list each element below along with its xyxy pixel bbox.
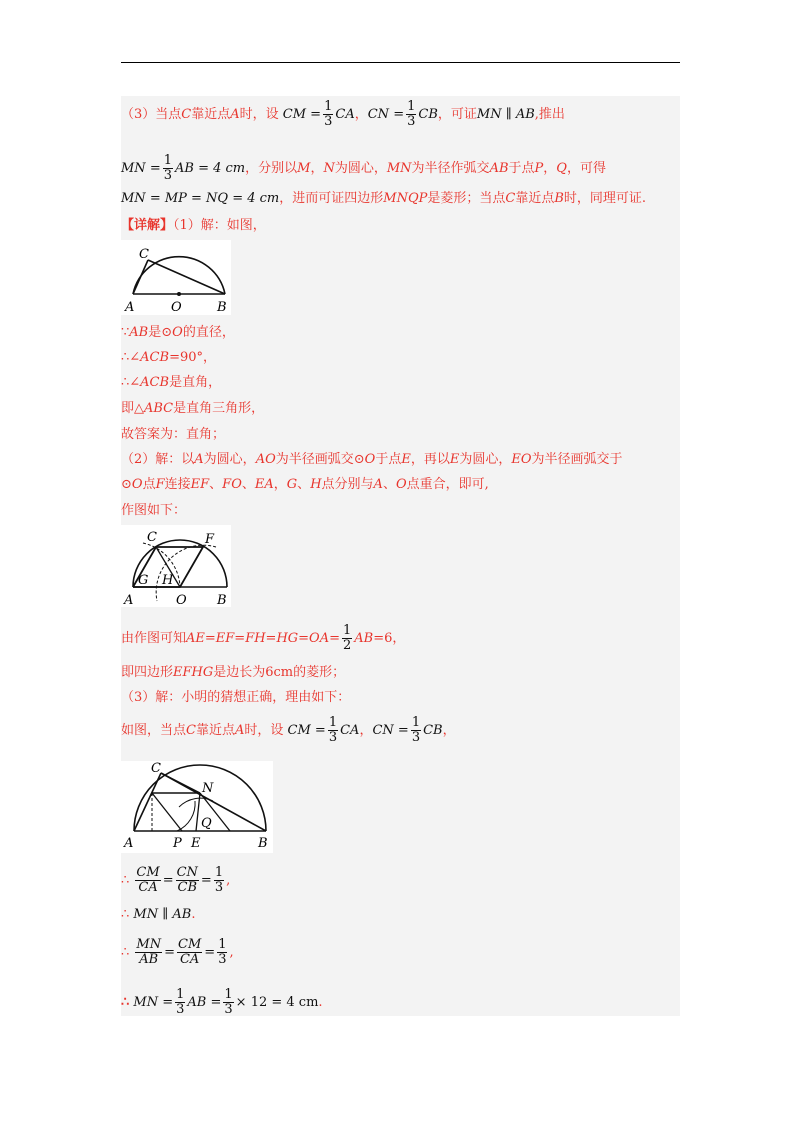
denominator: 3 [176, 1002, 185, 1017]
var: O [131, 477, 143, 492]
denominator: 3 [407, 114, 416, 129]
text: 作图如下： [121, 503, 187, 518]
denominator: 3 [224, 1002, 233, 1017]
math: CB [418, 107, 438, 122]
text: 时，设 [244, 723, 284, 738]
text: ∴ [121, 945, 130, 960]
text: 是边长为6cm的菱形； [213, 665, 346, 680]
text: 即△ [121, 401, 144, 416]
text: , [226, 873, 231, 888]
fraction [411, 716, 421, 745]
denominator: AB [139, 952, 159, 967]
text: ∴∠ [121, 350, 141, 365]
text: （2）解：以 [121, 452, 195, 467]
var: M [297, 161, 311, 176]
text: 靠近点 [515, 191, 555, 206]
text: =90°， [169, 350, 216, 365]
var: E [449, 452, 460, 467]
text: ， [354, 107, 368, 122]
label-n: N [202, 781, 214, 796]
var: G [286, 477, 298, 492]
text: ，分别以 [245, 161, 298, 176]
text: ，再以 [410, 452, 450, 467]
text: ， [273, 477, 287, 492]
label-h: H [162, 573, 174, 588]
text: 、 [241, 477, 255, 492]
denominator: 3 [214, 880, 224, 895]
math: CM = [282, 107, 322, 122]
var: H [310, 477, 322, 492]
label-e: E [191, 836, 201, 851]
text: ，进而可证四边形 [279, 191, 384, 206]
fraction [328, 716, 338, 745]
text: ∴ [121, 873, 130, 888]
text: ∴ [121, 907, 130, 922]
text: ,推出 [534, 107, 565, 122]
var: MNQP [383, 191, 428, 206]
numerator: 1 [224, 987, 233, 1002]
text: 为半径画弧交于 [531, 452, 623, 467]
text: ∴ [121, 995, 130, 1010]
var: EF [190, 477, 210, 492]
text: 是直角三角形， [173, 401, 265, 416]
text: 为半径作弧交 [411, 161, 490, 176]
line-ab-diameter [121, 324, 235, 342]
line-part2-connect [121, 476, 489, 494]
label-a: A [124, 836, 134, 851]
fraction [177, 938, 202, 967]
var: A [234, 723, 245, 738]
text: 连接 [164, 477, 191, 492]
math: MN ∥ AB [476, 107, 535, 122]
var: A [194, 452, 204, 467]
text: ， [442, 723, 456, 738]
center-point [177, 292, 181, 296]
text: 为圆心， [334, 161, 387, 176]
text: 于点 [508, 161, 535, 176]
denominator: 3 [218, 952, 227, 967]
text: 是直角， [169, 375, 222, 390]
line-part3-answer [121, 689, 350, 707]
math: MN = MP = NQ = 4 cm [121, 191, 280, 206]
var: AB [489, 161, 509, 176]
label-a: A [125, 300, 135, 315]
math: CA [340, 723, 360, 738]
denominator: CA [179, 952, 200, 967]
line-mn-result [121, 988, 323, 1017]
text: 是⊙ [148, 325, 173, 340]
denominator: 3 [411, 730, 421, 745]
line-mn-parallel [121, 906, 195, 924]
numerator: CN [176, 865, 198, 880]
text: ，可得 [566, 161, 606, 176]
text: 故答案为：直角； [121, 427, 226, 442]
text: ∵ [121, 325, 130, 340]
line-rhombus-efhg [121, 664, 345, 682]
fraction [175, 988, 185, 1017]
var: C [505, 191, 516, 206]
label-b: B [217, 593, 227, 607]
line-right-triangle [121, 400, 264, 418]
math: CN = [367, 107, 405, 122]
line-part2-steps [121, 451, 623, 469]
text: 为圆心， [203, 452, 256, 467]
line-construction-result [121, 624, 405, 653]
text: 点分别与 [321, 477, 374, 492]
math: AB = 4 cm [175, 161, 246, 176]
detail-tag: 【详解】 [121, 218, 174, 233]
var: C [181, 107, 192, 122]
text: ，可证 [437, 107, 477, 122]
math: CB [423, 723, 443, 738]
text: 于点 [375, 452, 402, 467]
fraction [214, 866, 224, 895]
var: EFHG [173, 665, 214, 680]
label-c: C [147, 530, 157, 545]
var: Q [556, 161, 567, 176]
line-ratio-mn-ab: ∴ $\frac{MN}{AB}$ = $\frac{CM}{CA}$ = $\frac{1}{3}$ , [121, 937, 234, 967]
var: A [230, 107, 240, 122]
numerator: 1 [218, 937, 227, 952]
var: AE=EF=FH=HG=OA= [186, 631, 340, 646]
text: 时，设 [239, 107, 279, 122]
text: ∴∠ [121, 375, 141, 390]
text: 、 [209, 477, 223, 492]
math: MN = [121, 161, 161, 176]
fraction [223, 988, 233, 1017]
line-answer-1 [121, 426, 225, 444]
var: ABC [144, 401, 174, 416]
math: MN ∥ AB [133, 907, 192, 922]
var: FO [222, 477, 242, 492]
label-o: O [176, 593, 187, 607]
math: CN = [372, 723, 409, 738]
text: 由作图可知 [121, 631, 187, 646]
text: 、 [382, 477, 396, 492]
label-c: C [151, 761, 161, 776]
figure-rhombus-construction [121, 525, 231, 607]
text: 点重合，即可, [406, 477, 489, 492]
text: 即四边形 [121, 665, 174, 680]
var: EO [511, 452, 532, 467]
text: ， [543, 161, 557, 176]
var: EA [254, 477, 274, 492]
line-ratio-equality: ∴ $\frac{CM}{CA}$ = $\frac{CN}{CB}$ = $\frac{1}{3}$ , [121, 865, 231, 895]
text: （3）解：小明的猜想正确，理由如下： [121, 690, 351, 705]
line-part3-setup [121, 716, 456, 745]
var: AB [354, 631, 374, 646]
var: O [364, 452, 376, 467]
numerator: 1 [343, 623, 352, 638]
fraction [163, 154, 173, 183]
fraction [135, 938, 162, 967]
text: 为圆心， [459, 452, 512, 467]
text: 点 [142, 477, 156, 492]
text: . [191, 907, 196, 922]
text: 、 [297, 477, 311, 492]
numerator: CM [178, 937, 202, 952]
var: O [395, 477, 407, 492]
text: . [318, 995, 323, 1010]
line-right-angle [121, 374, 221, 392]
text: =6， [373, 631, 406, 646]
text: 靠近点 [191, 107, 231, 122]
line-part3-hint [121, 100, 565, 129]
header-rule [121, 62, 680, 63]
var: A [373, 477, 383, 492]
line-detail-heading [121, 217, 266, 235]
var: ACB [140, 375, 170, 390]
var: E [401, 452, 411, 467]
var: MN [386, 161, 412, 176]
line-angle-90 [121, 349, 216, 367]
label-f: F [205, 532, 215, 547]
text: ⊙ [121, 477, 132, 492]
text: （1）解：如图， [173, 218, 266, 233]
text: , [229, 945, 234, 960]
numerator: MN [136, 937, 162, 952]
text: 时，同理可证. [563, 191, 647, 206]
math: CA [335, 107, 355, 122]
text: 如图，当点 [121, 723, 187, 738]
text: 是菱形；当点 [427, 191, 506, 206]
var: AO [255, 452, 276, 467]
var: N [323, 161, 335, 176]
fraction [135, 866, 160, 895]
denominator: CA [138, 880, 158, 895]
text: （3）当点 [121, 107, 182, 122]
var: F [155, 477, 165, 492]
label-o: O [171, 300, 182, 315]
var: O [172, 325, 183, 340]
numerator: 1 [214, 865, 224, 880]
label-b: B [258, 836, 268, 851]
text: 为半径画弧交⊙ [275, 452, 365, 467]
denominator: 3 [328, 730, 338, 745]
label-q: Q [201, 816, 212, 831]
denominator: CB [177, 880, 197, 895]
label-a: A [124, 593, 134, 607]
math: AB = [187, 995, 222, 1010]
var: P [534, 161, 544, 176]
var: C [186, 723, 196, 738]
numerator: 1 [324, 99, 333, 114]
label-b: B [217, 300, 227, 315]
fraction [342, 624, 352, 653]
line-mn-radius [121, 154, 606, 183]
label-p: P [173, 836, 182, 851]
text: 的直径， [182, 325, 235, 340]
numerator: 1 [407, 99, 416, 114]
numerator: 1 [328, 715, 338, 730]
numerator: 1 [176, 987, 185, 1002]
fraction [406, 100, 416, 129]
math: CM = [287, 723, 326, 738]
denominator: 2 [343, 638, 352, 653]
numerator: CM [136, 865, 160, 880]
figure-mnqp-construction [121, 761, 273, 853]
line-construction-heading [121, 502, 186, 520]
fraction [323, 100, 333, 129]
denominator: 3 [324, 114, 333, 129]
text: 靠近点 [195, 723, 235, 738]
fraction [217, 938, 227, 967]
text: ， [359, 723, 373, 738]
fraction [176, 866, 199, 895]
numerator: 1 [163, 153, 172, 168]
math: × 12 = 4 cm [235, 995, 319, 1010]
var: ACB [140, 350, 170, 365]
var: B [554, 191, 564, 206]
label-g: G [138, 573, 149, 588]
var: AB [129, 325, 149, 340]
label-c: C [139, 247, 149, 262]
text: ， [310, 161, 324, 176]
line-rhombus-proof [121, 190, 646, 208]
math: MN = [133, 995, 174, 1010]
denominator: 3 [163, 168, 172, 183]
figure-semicircle-abc [121, 240, 231, 315]
numerator: 1 [411, 715, 421, 730]
